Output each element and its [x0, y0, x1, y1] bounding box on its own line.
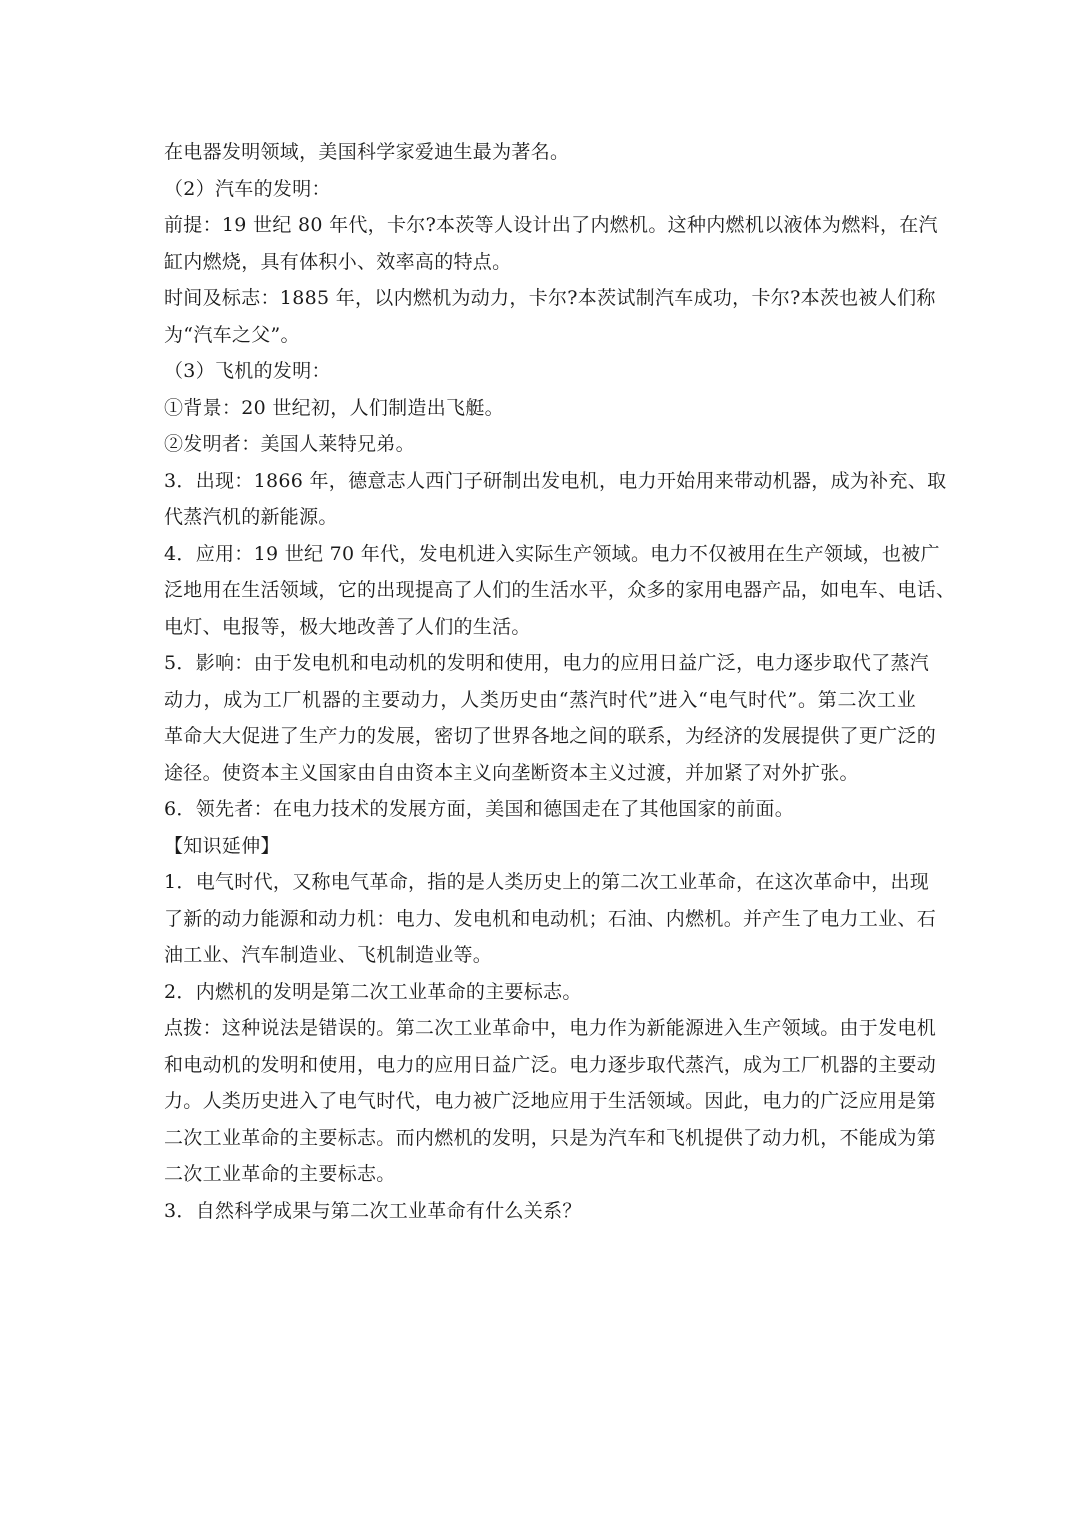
text-line: 二次工业革命的主要标志。 [164, 1163, 396, 1185]
text-line: 6．领先者：在电力技术的发展方面，美国和德国走在了其他国家的前面。 [164, 798, 794, 820]
text-line: 在电器发明领域，美国科学家爱迪生最为著名。 [164, 141, 570, 163]
text-line: 和电动机的发明和使用，电力的应用日益广泛。电力逐步取代蒸汽，成为工厂机器的主要动 [164, 1053, 937, 1076]
text-line: 点拨：这种说法是错误的。第二次工业革命中，电力作为新能源进入生产领域。由于发电机 [164, 1017, 937, 1039]
section-heading-knowledge-extension: 【知识延伸】 [164, 834, 280, 857]
text-line: 5．影响：由于发电机和电动机的发明和使用，电力的应用日益广泛，电力逐步取代了蒸汽 [164, 652, 930, 674]
text-line: 泛地用在生活领域，它的出现提高了人们的生活水平，众多的家用电器产品，如电车、电话、 [164, 579, 956, 601]
text-line: 时间及标志：1885 年，以内燃机为动力，卡尔?本茨试制汽车成功，卡尔?本茨也被人们称 [164, 287, 936, 309]
text-line: 二次工业革命的主要标志。而内燃机的发明，只是为汽车和飞机提供了动力机，不能成为第 [164, 1126, 937, 1149]
text-line: 了新的动力能源和动力机：电力、发电机和电动机；石油、内燃机。并产生了电力工业、石 [164, 907, 937, 930]
text-line: 前提：19 世纪 80 年代，卡尔?本茨等人设计出了内燃机。这种内燃机以液体为燃料，在汽 [164, 214, 938, 236]
text-line: 3．出现：1866 年，德意志人西门子研制出发电机，电力开始用来带动机器，成为补充、取 [164, 469, 947, 492]
text-line: 代蒸汽机的新能源。 [164, 506, 338, 528]
text-line: 电灯、电报等，极大地改善了人们的生活。 [164, 615, 531, 638]
text-line: 油工业、汽车制造业、飞机制造业等。 [164, 944, 493, 966]
text-line: 1．电气时代，又称电气革命，指的是人类历史上的第二次工业革命，在这次革命中，出现 [164, 871, 930, 893]
text-line: 3．自然科学成果与第二次工业革命有什么关系？ [164, 1199, 582, 1222]
text-line: ①背景：20 世纪初，人们制造出飞艇。 [164, 396, 504, 419]
text-line: 缸内燃烧，具有体积小、效率高的特点。 [164, 250, 512, 273]
text-line: 途径。使资本主义国家由自由资本主义向垄断资本主义过渡，并加紧了对外扩张。 [164, 761, 859, 784]
text-line: 革命大大促进了生产力的发展，密切了世界各地之间的联系，为经济的发展提供了更广泛的 [164, 725, 937, 747]
text-line: 4．应用：19 世纪 70 年代，发电机进入实际生产领域。电力不仅被用在生产领域，也被广 [164, 542, 940, 565]
text-line: 动力，成为工厂机器的主要动力，人类历史由“蒸汽时代”进入“电气时代”。第二次工业 [164, 688, 916, 711]
text-line: 为“汽车之父”。 [164, 323, 300, 346]
section-heading-automobile: （2）汽车的发明： [164, 177, 331, 200]
text-line: ②发明者：美国人莱特兄弟。 [164, 433, 415, 455]
document-page [164, 134, 956, 1229]
text-line: 力。人类历史进入了电气时代，电力被广泛地应用于生活领域。因此，电力的广泛应用是第 [164, 1090, 937, 1112]
text-line: 2．内燃机的发明是第二次工业革命的主要标志。 [164, 980, 582, 1003]
section-heading-airplane: （3）飞机的发明： [164, 360, 331, 382]
